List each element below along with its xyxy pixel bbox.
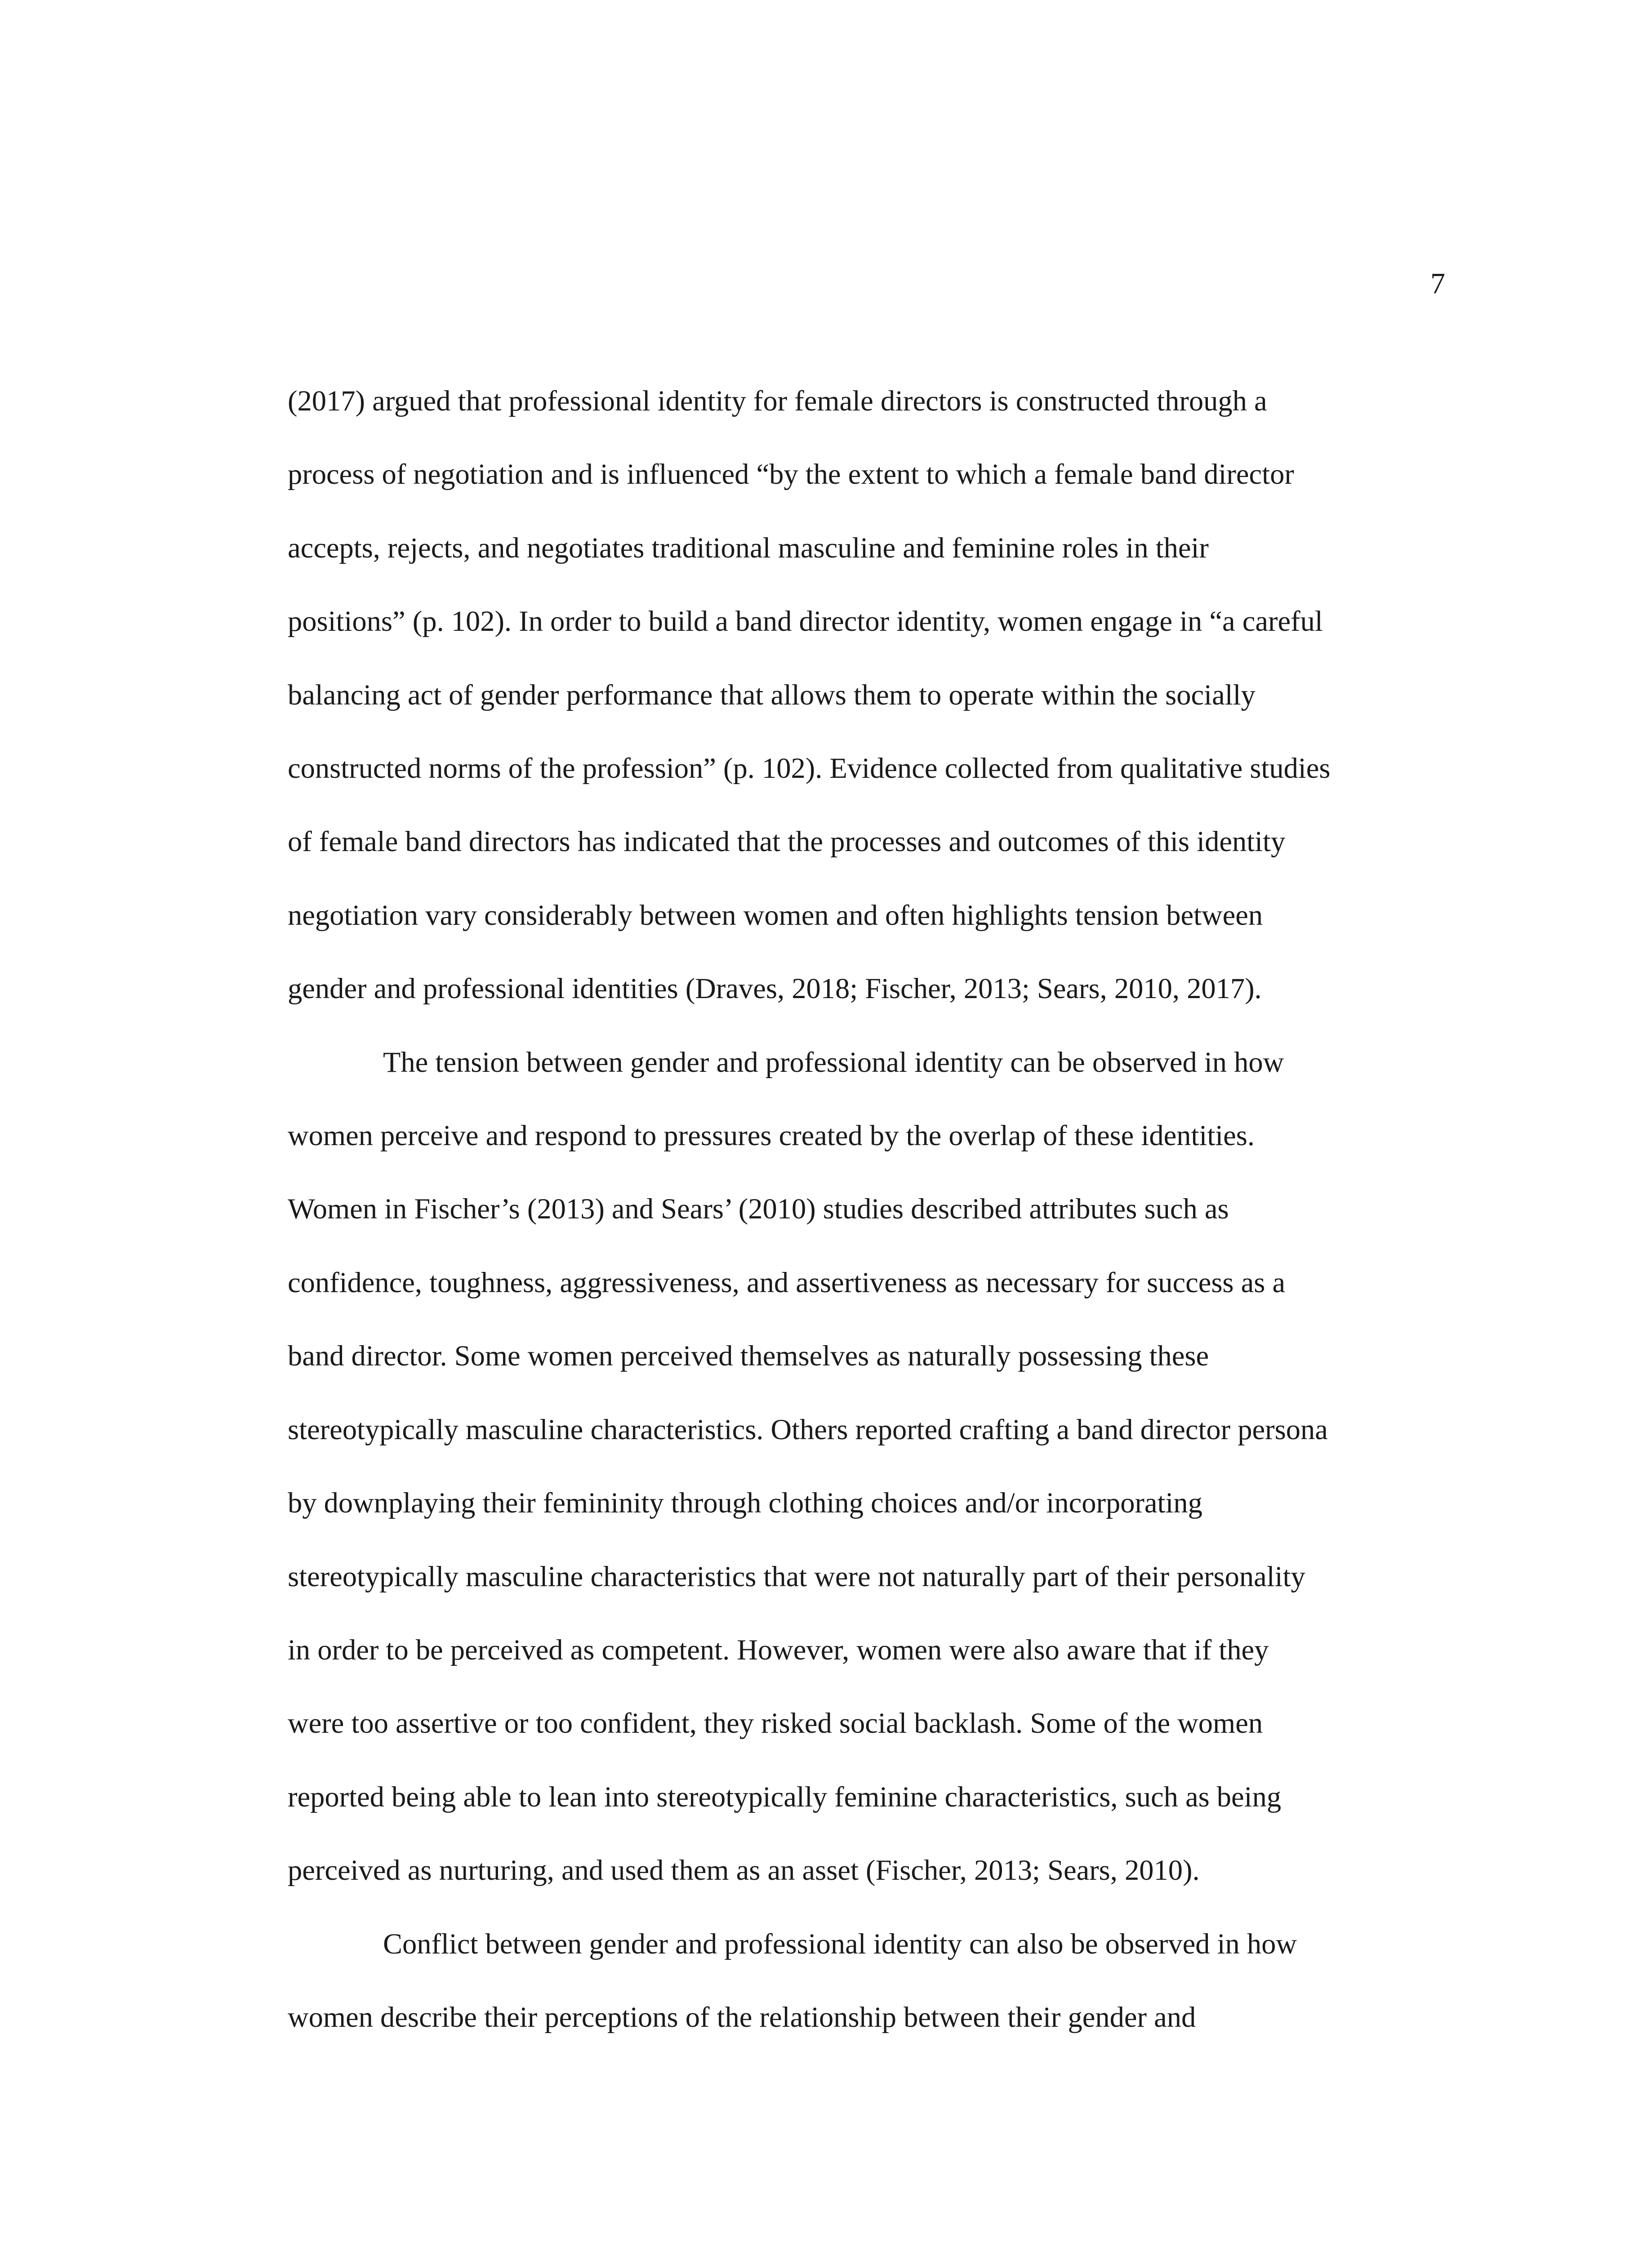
text-line: reported being able to lean into stereotypically feminine characteristics, such as being	[288, 1780, 1282, 1813]
text-line: of female band directors has indicated that the processes and outcomes of this identity	[288, 825, 1286, 858]
document-body	[288, 364, 1445, 2054]
text-line: stereotypically masculine characteristics. Others reported crafting a band director persona	[288, 1413, 1328, 1445]
page-number: 7	[1430, 267, 1445, 300]
text-line: by downplaying their femininity through clothing choices and/or incorporating	[288, 1487, 1202, 1519]
text-line: confidence, toughness, aggressiveness, and assertiveness as necessary for success as a	[288, 1266, 1286, 1298]
text-line: (2017) argued that professional identity for female directors is constructed through a	[288, 385, 1267, 417]
text-line: constructed norms of the profession” (p. 102). Evidence collected from qualitative studies	[288, 752, 1331, 785]
paragraph-start-line: The tension between gender and professional identity can be observed in how	[383, 1046, 1284, 1078]
text-line: women perceive and respond to pressures created by the overlap of these identities.	[288, 1120, 1255, 1152]
text-line: positions” (p. 102). In order to build a band director identity, women engage in “a careful	[288, 605, 1323, 638]
text-line: in order to be perceived as competent. However, women were also aware that if they	[288, 1633, 1269, 1666]
paragraph-start-line: Conflict between gender and professional identity can also be observed in how	[383, 1927, 1297, 1960]
text-line: accepts, rejects, and negotiates traditional masculine and feminine roles in their	[288, 531, 1209, 564]
text-line: perceived as nurturing, and used them as an asset (Fischer, 2013; Sears, 2010).	[288, 1854, 1200, 1887]
text-line: gender and professional identities (Draves, 2018; Fischer, 2013; Sears, 2010, 2017).	[288, 972, 1262, 1005]
text-line: women describe their perceptions of the relationship between their gender and	[288, 2001, 1196, 2033]
text-line: balancing act of gender performance that allows them to operate within the socially	[288, 678, 1256, 711]
text-line: were too assertive or too confident, they risked social backlash. Some of the women	[288, 1707, 1263, 1740]
text-line: negotiation vary considerably between women and often highlights tension between	[288, 899, 1263, 931]
text-line: band director. Some women perceived themselves as naturally possessing these	[288, 1340, 1209, 1372]
text-line: process of negotiation and is influenced “by the extent to which a female band director	[288, 458, 1294, 491]
text-line: Women in Fischer’s (2013) and Sears’ (2010) studies described attributes such as	[288, 1193, 1229, 1225]
text-line: stereotypically masculine characteristics that were not naturally part of their personality	[288, 1560, 1305, 1592]
